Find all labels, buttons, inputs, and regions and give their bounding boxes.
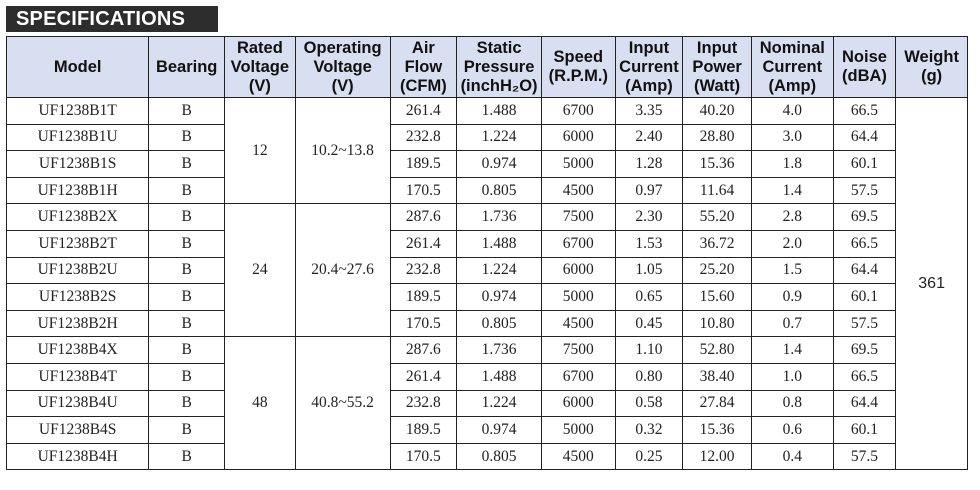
header-operating-voltage (295, 37, 390, 98)
header-line: (Amp) (768, 76, 817, 95)
table-row (7, 204, 968, 231)
header-line: Voltage (313, 57, 372, 76)
noise-cell: 66.5 (833, 98, 896, 125)
input-current-cell: 0.45 (615, 310, 683, 337)
header-model (7, 37, 149, 98)
bearing-cell: B (149, 177, 225, 204)
speed-cell: 4500 (541, 310, 615, 337)
nominal-current-cell: 1.0 (751, 363, 833, 390)
header-line: (V) (331, 76, 354, 95)
bearing-cell: B (149, 257, 225, 284)
air-flow-cell: 170.5 (390, 310, 457, 337)
input-power-cell: 55.20 (683, 204, 752, 231)
static-pressure-cell: 1.736 (457, 204, 542, 231)
speed-cell: 7500 (541, 204, 615, 231)
table-row (7, 443, 968, 470)
air-flow-cell: 170.5 (390, 177, 457, 204)
header-line: Current (762, 57, 823, 76)
static-pressure-cell: 1.488 (457, 363, 542, 390)
noise-cell: 57.5 (833, 443, 896, 470)
noise-cell: 60.1 (833, 151, 896, 178)
noise-cell: 69.5 (833, 204, 896, 231)
input-current-cell: 2.40 (615, 124, 683, 151)
model-cell: UF1238B2X (7, 204, 149, 231)
model-cell: UF1238B4H (7, 443, 149, 470)
input-power-cell: 15.36 (683, 151, 752, 178)
header-line: Model (53, 57, 102, 76)
nominal-current-cell: 4.0 (751, 98, 833, 125)
static-pressure-cell: 0.805 (457, 310, 542, 337)
air-flow-cell: 261.4 (390, 230, 457, 257)
input-current-cell: 1.05 (615, 257, 683, 284)
table-row (7, 363, 968, 390)
header-line: (V) (248, 76, 271, 95)
nominal-current-cell: 1.4 (751, 337, 833, 364)
table-row (7, 124, 968, 151)
specifications-table (6, 36, 968, 470)
speed-cell: 4500 (541, 443, 615, 470)
input-current-cell: 0.65 (615, 284, 683, 311)
air-flow-cell: 170.5 (390, 443, 457, 470)
air-flow-cell: 189.5 (390, 284, 457, 311)
model-cell: UF1238B4U (7, 390, 149, 417)
input-current-cell: 1.28 (615, 151, 683, 178)
air-flow-cell: 232.8 (390, 390, 457, 417)
header-line: Speed (553, 48, 604, 66)
weight-cell: 361 (896, 98, 968, 470)
input-power-cell: 10.80 (683, 310, 752, 337)
bearing-cell: B (149, 151, 225, 178)
noise-cell: 57.5 (833, 310, 896, 337)
table-row (7, 337, 968, 364)
header-line: (g) (921, 67, 943, 85)
nominal-current-cell: 2.8 (751, 204, 833, 231)
input-power-cell: 15.36 (683, 417, 752, 444)
air-flow-cell: 287.6 (390, 204, 457, 231)
input-power-cell: 28.80 (683, 124, 752, 151)
table-row (7, 257, 968, 284)
bearing-cell: B (149, 230, 225, 257)
model-cell: UF1238B1H (7, 177, 149, 204)
input-current-cell: 0.58 (615, 390, 683, 417)
noise-cell: 60.1 (833, 284, 896, 311)
table-row (7, 284, 968, 311)
nominal-current-cell: 1.8 (751, 151, 833, 178)
static-pressure-cell: 0.974 (457, 151, 542, 178)
header-nominal-current (751, 37, 833, 98)
air-flow-cell: 232.8 (390, 124, 457, 151)
nominal-current-cell: 3.0 (751, 124, 833, 151)
nominal-current-cell: 0.8 (751, 390, 833, 417)
table-row (7, 230, 968, 257)
static-pressure-cell: 0.805 (457, 177, 542, 204)
air-flow-cell: 189.5 (390, 151, 457, 178)
table-row (7, 151, 968, 178)
table-row (7, 177, 968, 204)
table-row (7, 417, 968, 444)
static-pressure-cell: 1.224 (457, 390, 542, 417)
input-current-cell: 0.80 (615, 363, 683, 390)
bearing-cell: B (149, 363, 225, 390)
static-pressure-cell: 1.224 (457, 124, 542, 151)
nominal-current-cell: 0.4 (751, 443, 833, 470)
header-line: (CFM) (400, 76, 447, 95)
model-cell: UF1238B2U (7, 257, 149, 284)
bearing-cell: B (149, 98, 225, 125)
input-current-cell: 1.10 (615, 337, 683, 364)
speed-cell: 6700 (541, 98, 615, 125)
header-input-power (683, 37, 752, 98)
input-current-cell: 0.32 (615, 417, 683, 444)
header-line: Rated (236, 38, 283, 57)
header-line: Air (411, 38, 435, 57)
header-bearing (149, 37, 225, 98)
input-current-cell: 2.30 (615, 204, 683, 231)
noise-cell: 66.5 (833, 363, 896, 390)
input-power-cell: 36.72 (683, 230, 752, 257)
rated-voltage-cell: 12 (225, 98, 296, 204)
nominal-current-cell: 2.0 (751, 230, 833, 257)
input-current-cell: 0.97 (615, 177, 683, 204)
header-line: (Watt) (694, 76, 741, 95)
static-pressure-cell: 1.224 (457, 257, 542, 284)
header-line: Static (476, 38, 522, 57)
input-power-cell: 27.84 (683, 390, 752, 417)
section-title: SPECIFICATIONS (6, 6, 218, 32)
noise-cell: 57.5 (833, 177, 896, 204)
header-line: Flow (404, 57, 443, 76)
speed-cell: 5000 (541, 284, 615, 311)
static-pressure-cell: 1.736 (457, 337, 542, 364)
model-cell: UF1238B1U (7, 124, 149, 151)
input-power-cell: 11.64 (683, 177, 752, 204)
header-speed (541, 37, 615, 98)
header-line: Bearing (155, 57, 218, 76)
bearing-cell: B (149, 443, 225, 470)
table-row (7, 390, 968, 417)
speed-cell: 7500 (541, 337, 615, 364)
header-line: (dBA) (842, 67, 887, 85)
header-line: (inchH₂O) (460, 76, 538, 95)
model-cell: UF1238B4T (7, 363, 149, 390)
noise-cell: 69.5 (833, 337, 896, 364)
header-line: Power (692, 57, 742, 76)
table-row (7, 310, 968, 337)
speed-cell: 6000 (541, 390, 615, 417)
header-line: Operating (303, 38, 382, 57)
bearing-cell: B (149, 204, 225, 231)
speed-cell: 6700 (541, 363, 615, 390)
header-line: Input (628, 38, 670, 57)
operating-voltage-cell: 10.2~13.8 (295, 98, 390, 204)
noise-cell: 64.4 (833, 124, 896, 151)
speed-cell: 6000 (541, 124, 615, 151)
header-weight (896, 37, 968, 98)
air-flow-cell: 261.4 (390, 363, 457, 390)
header-row (7, 37, 968, 98)
model-cell: UF1238B1T (7, 98, 149, 125)
rated-voltage-cell: 48 (225, 337, 296, 470)
nominal-current-cell: 0.9 (751, 284, 833, 311)
speed-cell: 4500 (541, 177, 615, 204)
static-pressure-cell: 0.805 (457, 443, 542, 470)
input-power-cell: 38.40 (683, 363, 752, 390)
header-line: Noise (841, 48, 887, 66)
input-current-cell: 0.25 (615, 443, 683, 470)
noise-cell: 66.5 (833, 230, 896, 257)
header-line: Weight (904, 48, 959, 66)
model-cell: UF1238B1S (7, 151, 149, 178)
header-line: Current (619, 57, 679, 76)
input-power-cell: 15.60 (683, 284, 752, 311)
speed-cell: 5000 (541, 417, 615, 444)
header-line: (R.P.M.) (548, 67, 608, 85)
nominal-current-cell: 0.7 (751, 310, 833, 337)
input-current-cell: 3.35 (615, 98, 683, 125)
speed-cell: 5000 (541, 151, 615, 178)
model-cell: UF1238B4S (7, 417, 149, 444)
nominal-current-cell: 1.4 (751, 177, 833, 204)
model-cell: UF1238B2H (7, 310, 149, 337)
table-body (7, 98, 968, 470)
input-current-cell: 1.53 (615, 230, 683, 257)
operating-voltage-cell: 20.4~27.6 (295, 204, 390, 337)
bearing-cell: B (149, 417, 225, 444)
header-noise (833, 37, 896, 98)
model-cell: UF1238B4X (7, 337, 149, 364)
header-rated-voltage (225, 37, 296, 98)
air-flow-cell: 189.5 (390, 417, 457, 444)
input-power-cell: 25.20 (683, 257, 752, 284)
noise-cell: 64.4 (833, 257, 896, 284)
header-line: Voltage (230, 57, 290, 76)
header-static-pressure (457, 37, 542, 98)
nominal-current-cell: 1.5 (751, 257, 833, 284)
static-pressure-cell: 1.488 (457, 98, 542, 125)
model-cell: UF1238B2T (7, 230, 149, 257)
model-cell: UF1238B2S (7, 284, 149, 311)
input-power-cell: 52.80 (683, 337, 752, 364)
nominal-current-cell: 0.6 (751, 417, 833, 444)
bearing-cell: B (149, 310, 225, 337)
static-pressure-cell: 0.974 (457, 284, 542, 311)
bearing-cell: B (149, 284, 225, 311)
speed-cell: 6000 (541, 257, 615, 284)
air-flow-cell: 232.8 (390, 257, 457, 284)
bearing-cell: B (149, 390, 225, 417)
noise-cell: 64.4 (833, 390, 896, 417)
noise-cell: 60.1 (833, 417, 896, 444)
header-line: Pressure (463, 57, 535, 76)
speed-cell: 6700 (541, 230, 615, 257)
input-power-cell: 40.20 (683, 98, 752, 125)
header-line: Input (696, 38, 738, 57)
header-line: Nominal (759, 38, 825, 57)
air-flow-cell: 287.6 (390, 337, 457, 364)
header-air-flow (390, 37, 457, 98)
static-pressure-cell: 0.974 (457, 417, 542, 444)
rated-voltage-cell: 24 (225, 204, 296, 337)
operating-voltage-cell: 40.8~55.2 (295, 337, 390, 470)
header-line: (Amp) (625, 76, 673, 95)
table-row (7, 98, 968, 125)
static-pressure-cell: 1.488 (457, 230, 542, 257)
bearing-cell: B (149, 124, 225, 151)
header-input-current (615, 37, 683, 98)
input-power-cell: 12.00 (683, 443, 752, 470)
air-flow-cell: 261.4 (390, 98, 457, 125)
bearing-cell: B (149, 337, 225, 364)
